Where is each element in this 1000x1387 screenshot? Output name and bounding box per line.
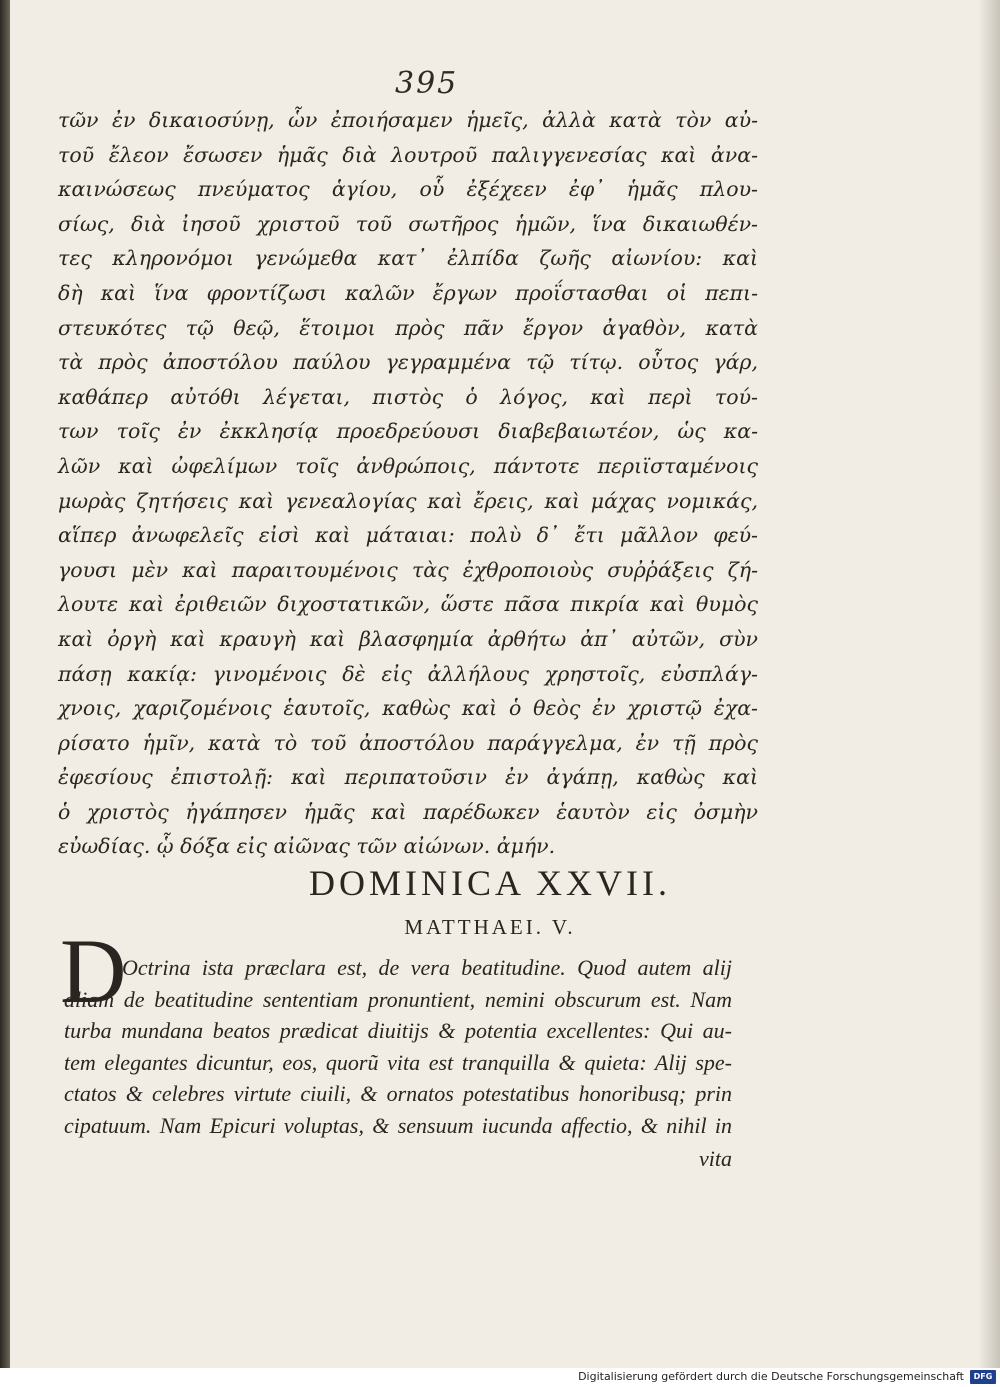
greek-line: δὴ καὶ ἵνα φροντίζωσι καλῶν ἔργων προΐστασθαι οἱ πεπι- <box>58 280 758 305</box>
latin-line: cipatuum. Nam Epicuri voluptas, & sensuum iucunda affectio, & nihil in <box>64 1112 732 1138</box>
greek-line: τὰ πρὸς ἀποστόλου παύλου γεγραμμένα τῷ τίτῳ. οὗτος γάρ, <box>58 350 758 375</box>
greek-line: πάσῃ κακίᾳ: γινομένοις δὲ εἰς ἀλλήλους χρηστοῖς, εὐσπλάγ- <box>58 661 758 686</box>
latin-text-block <box>64 952 732 1175</box>
digitization-footer <box>0 1368 1000 1387</box>
footer-credit: Digitalisierung gefördert durch die Deutsche Forschungsgemeinschaft <box>578 1370 964 1383</box>
greek-line: ἐφεσίους ἐπιστολῇ: καὶ περιπατοῦσιν ἐν ἀγάπῃ, καθὼς καὶ <box>58 765 758 790</box>
greek-line: καθάπερ αὐτόθι λέγεται, πιστὸς ὁ λόγος, καὶ περὶ τού- <box>58 384 758 409</box>
greek-text-block <box>58 103 758 864</box>
greek-line: καινώσεως πνεύματος ἁγίου, οὗ ἐξέχεεν ἐφ᾽ ἡμᾶς πλου- <box>58 177 758 202</box>
catchword: vita <box>699 1146 732 1171</box>
dfg-logo: DFG <box>970 1370 996 1384</box>
latin-line: ctatos & celebres virtute ciuili, & ornatos potestatibus honoribusq; prin <box>64 1081 732 1106</box>
greek-line: λουτε καὶ ἐριθειῶν διχοστατικῶν, ὥστε πᾶσα πικρία καὶ θυμὸς <box>58 592 758 617</box>
scan-edge <box>0 0 10 1368</box>
latin-line: aliam de beatitudine sententiam pronuntient, nemini obscurum est. Nam <box>64 986 732 1012</box>
section-heading: DOMINICA XXVII. <box>309 863 671 903</box>
page-shadow <box>978 0 1000 1368</box>
greek-line: αἵπερ ἀνωφελεῖς εἰσὶ καὶ μάταιαι: πολὺ δ᾽ ἔτι μᾶλλον φεύ- <box>58 523 758 548</box>
greek-line: εὐωδίας. ᾧ δόξα εἰς αἰῶνας τῶν αἰώνων. ἀμήν. <box>58 834 556 859</box>
section-subheading: MATTHAEI. V. <box>404 915 576 939</box>
latin-line: tem elegantes dicuntur, eos, quorũ vita est tranquilla & quieta: Alij spe- <box>64 1049 732 1075</box>
greek-line: μωρὰς ζητήσεις καὶ γενεαλογίας καὶ ἔρεις, καὶ μάχας νομικάς, <box>58 488 758 513</box>
greek-line: των τοῖς ἐν ἐκκλησίᾳ προεδρεύουσι διαβεβαιωτέον, ὡς κα- <box>58 419 758 444</box>
greek-line: στευκότες τῷ θεῷ, ἕτοιμοι πρὸς πᾶν ἔργον ἀγαθὸν, κατὰ <box>58 315 758 340</box>
greek-line: σίως, διὰ ἰησοῦ χριστοῦ τοῦ σωτῆρος ἡμῶν, ἵνα δικαιωθέν- <box>58 211 758 236</box>
latin-line: turba mundana beatos prædicat diuitijs & potentia excellentes: Qui au- <box>64 1018 732 1043</box>
latin-line: Octrina ista præclara est, de vera beatitudine. Quod autem alij <box>122 955 732 980</box>
greek-line: τες κληρονόμοι γενώμεθα κατ᾽ ἐλπίδα ζωῆς αἰωνίου: καὶ <box>58 246 758 271</box>
greek-line: χνοις, χαριζομένοις ἑαυτοῖς, καθὼς καὶ ὁ θεὸς ἐν χριστῷ ἐχα- <box>58 696 758 721</box>
drop-cap: D <box>60 920 127 1022</box>
greek-line: γουσι μὲν καὶ παραιτουμένοις τὰς ἐχθροποιοὺς συῤῥάξεις ζή- <box>58 557 758 582</box>
greek-line: λῶν καὶ ὠφελίμων τοῖς ἀνθρώποις, πάντοτε περιϊσταμένοις <box>58 453 758 478</box>
greek-line: καὶ ὀργὴ καὶ κραυγὴ καὶ βλασφημία ἀρθήτω ἀπ᾽ αὐτῶν, σὺν <box>58 626 758 651</box>
greek-line: ρίσατο ἡμῖν, κατὰ τὸ τοῦ ἀποστόλου παράγγελμα, ἐν τῇ πρὸς <box>58 730 758 755</box>
page-number: 395 <box>395 66 459 101</box>
greek-line: ὁ χριστὸς ἠγάπησεν ἡμᾶς καὶ παρέδωκεν ἑαυτὸν εἰς ὀσμὴν <box>58 799 758 824</box>
greek-line: τῶν ἐν δικαιοσύνῃ, ὧν ἐποιήσαμεν ἡμεῖς, ἀλλὰ κατὰ τὸν αὐ- <box>58 108 758 132</box>
greek-line: τοῦ ἔλεον ἔσωσεν ἡμᾶς διὰ λουτροῦ παλιγγενεσίας καὶ ἀνα- <box>58 142 758 167</box>
